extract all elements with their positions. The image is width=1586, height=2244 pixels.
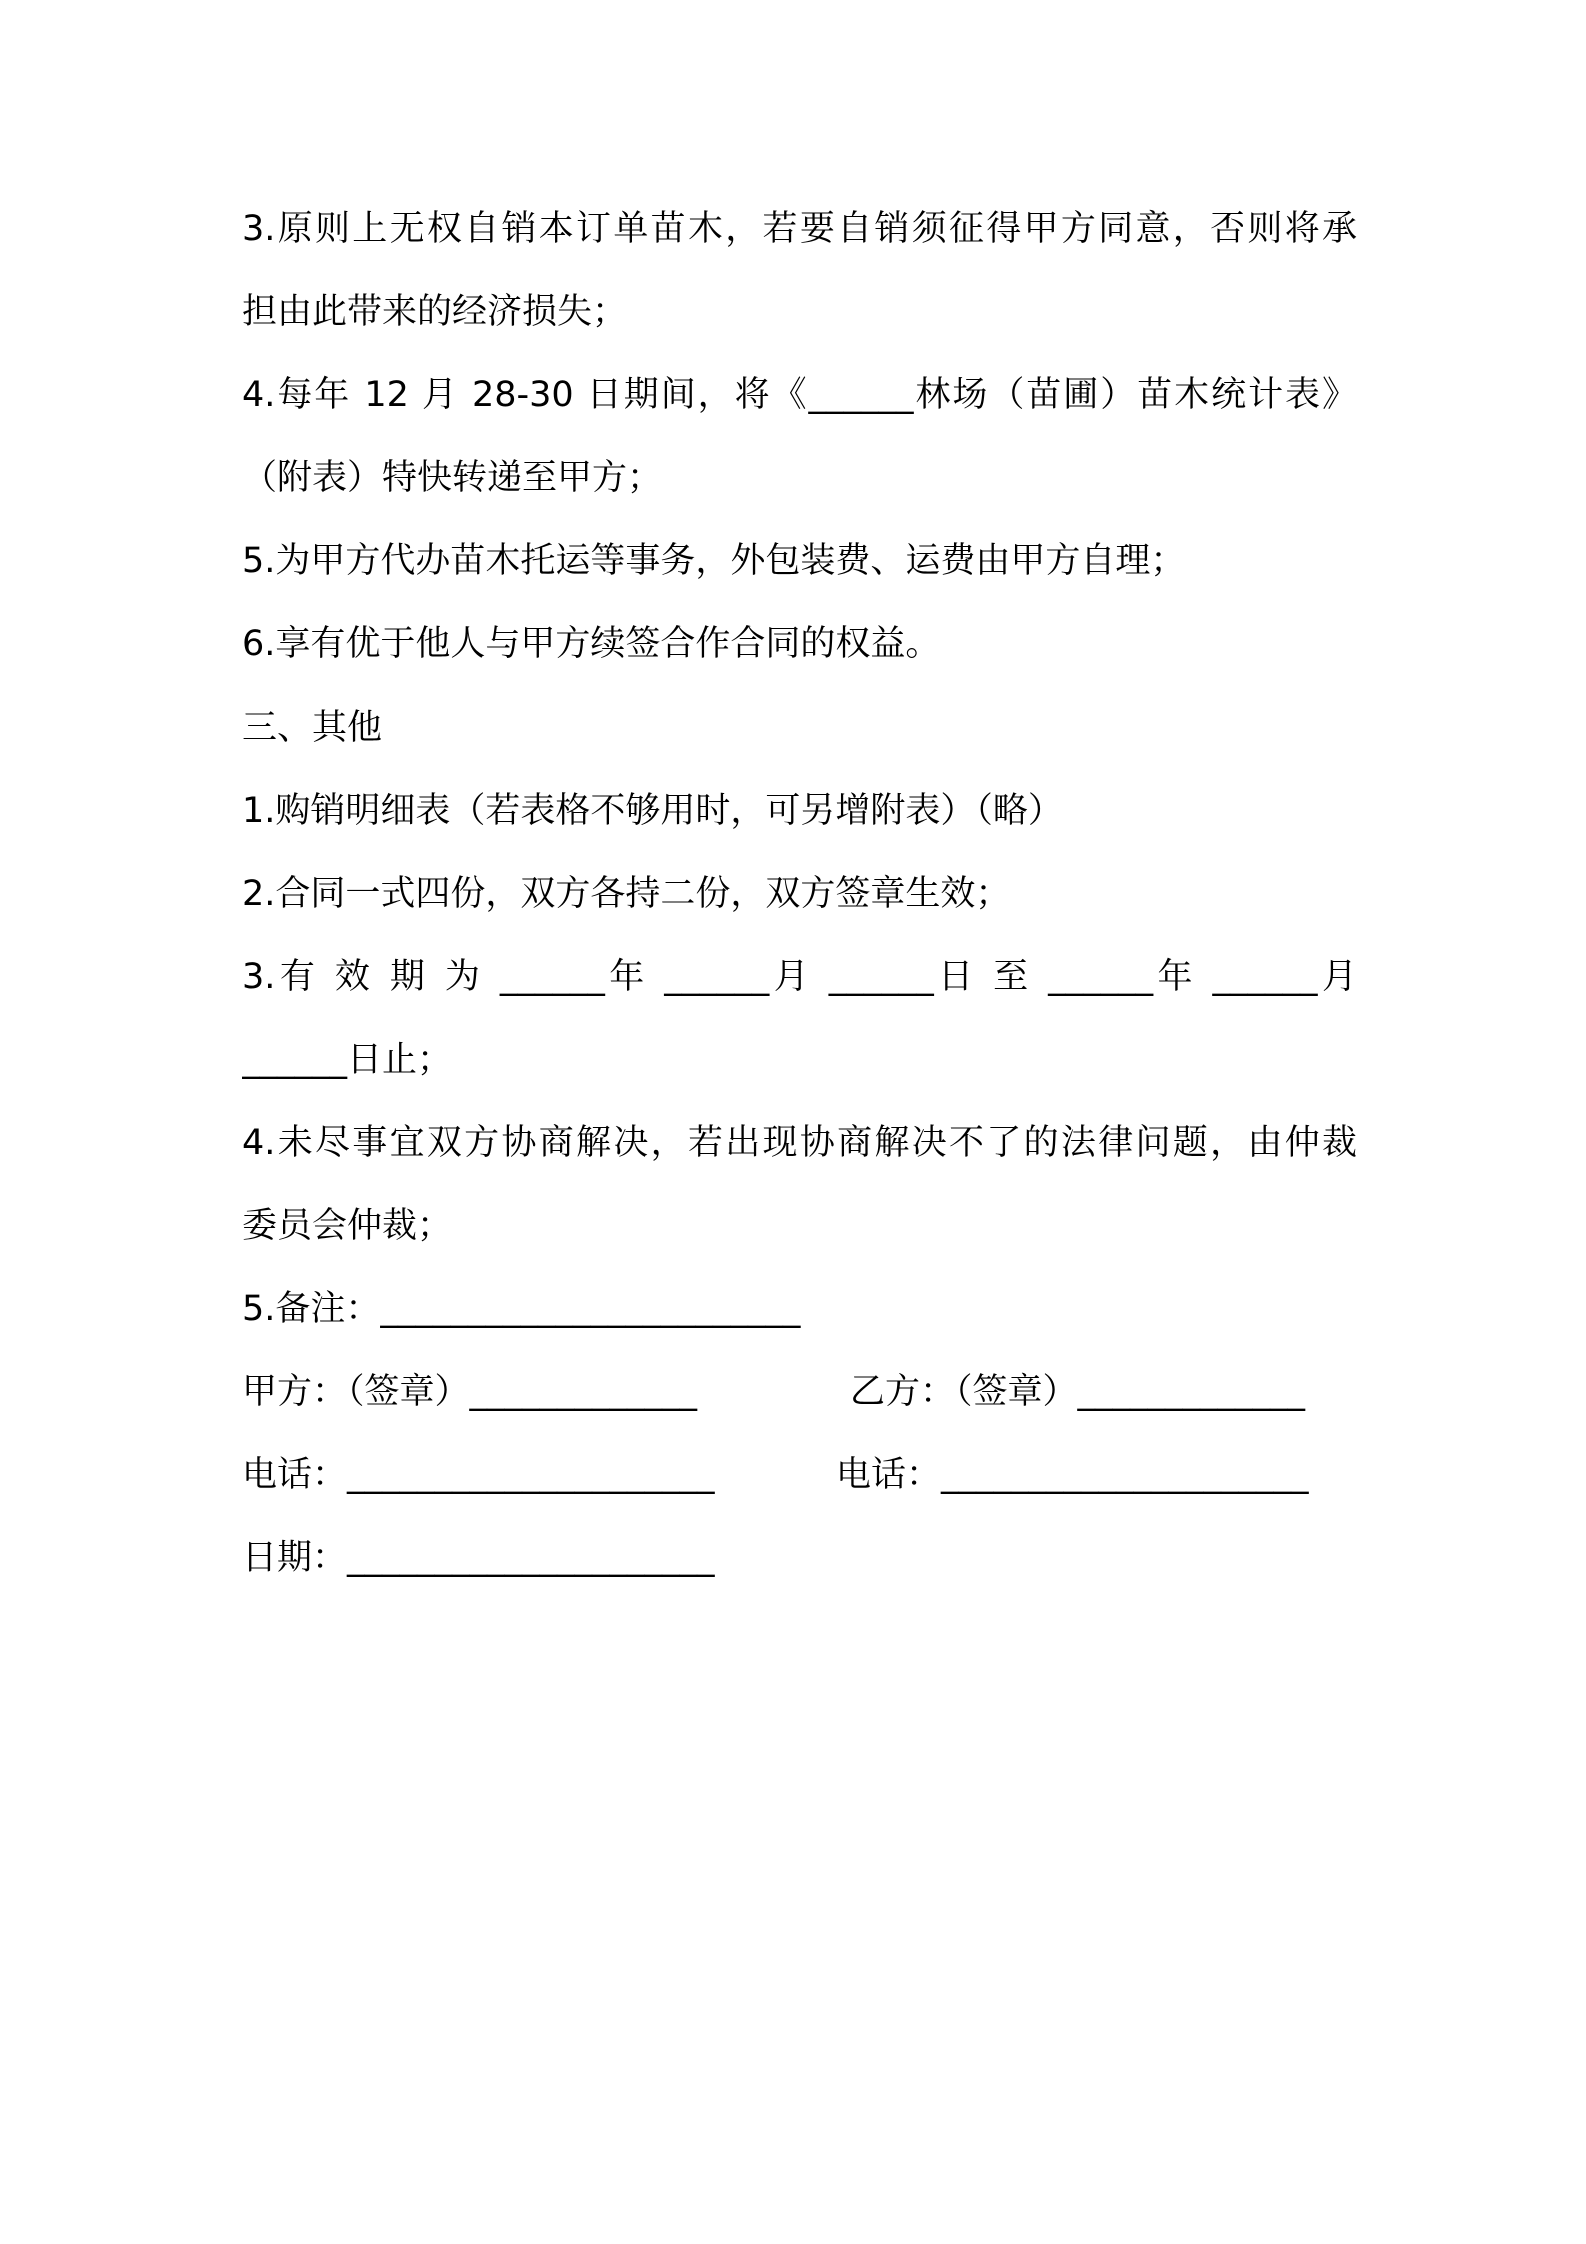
date-line: 日期：_____________________ [242,1538,715,1578]
clause-3-line-2: 担由此带来的经济损失； [242,292,628,332]
other-item-3-line-2: ______日止； [242,1040,453,1080]
remarks-line: 5.备注：________________________ [242,1289,801,1329]
party-a-signature: 甲方：（签章）_____________ [242,1372,698,1412]
clause-4-line-1: 4.每年 12 月 28-30 日期间，将《______林场（苗圃）苗木统计表》 [242,375,1357,415]
section-heading-other: 三、其他 [242,708,383,748]
other-item-2: 2.合同一式四份，双方各持二份，双方签章生效； [242,874,1011,914]
other-item-1: 1.购销明细表（若表格不够用时，可另增附表）（略） [242,791,1063,831]
party-b-phone: 电话：_____________________ [836,1455,1309,1495]
other-item-4-line-1: 4.未尽事宜双方协商解决，若出现协商解决不了的法律问题，由仲裁 [242,1123,1357,1163]
party-b-signature: 乙方：（签章）_____________ [850,1372,1306,1412]
clause-6: 6.享有优于他人与甲方续签合作合同的权益。 [242,624,941,664]
clause-4-line-2: （附表）特快转递至甲方； [242,458,663,498]
party-a-phone: 电话：_____________________ [242,1455,715,1495]
clause-5: 5.为甲方代办苗木托运等事务，外包装费、运费由甲方自理； [242,541,1186,581]
other-item-3-line-1: 3.有 效 期 为 ______年 ______月 ______日 至 ______年 ______月 [242,957,1357,997]
clause-3-line-1: 3.原则上无权自销本订单苗木，若要自销须征得甲方同意，否则将承 [242,209,1357,249]
other-item-4-line-2: 委员会仲裁； [242,1206,453,1246]
